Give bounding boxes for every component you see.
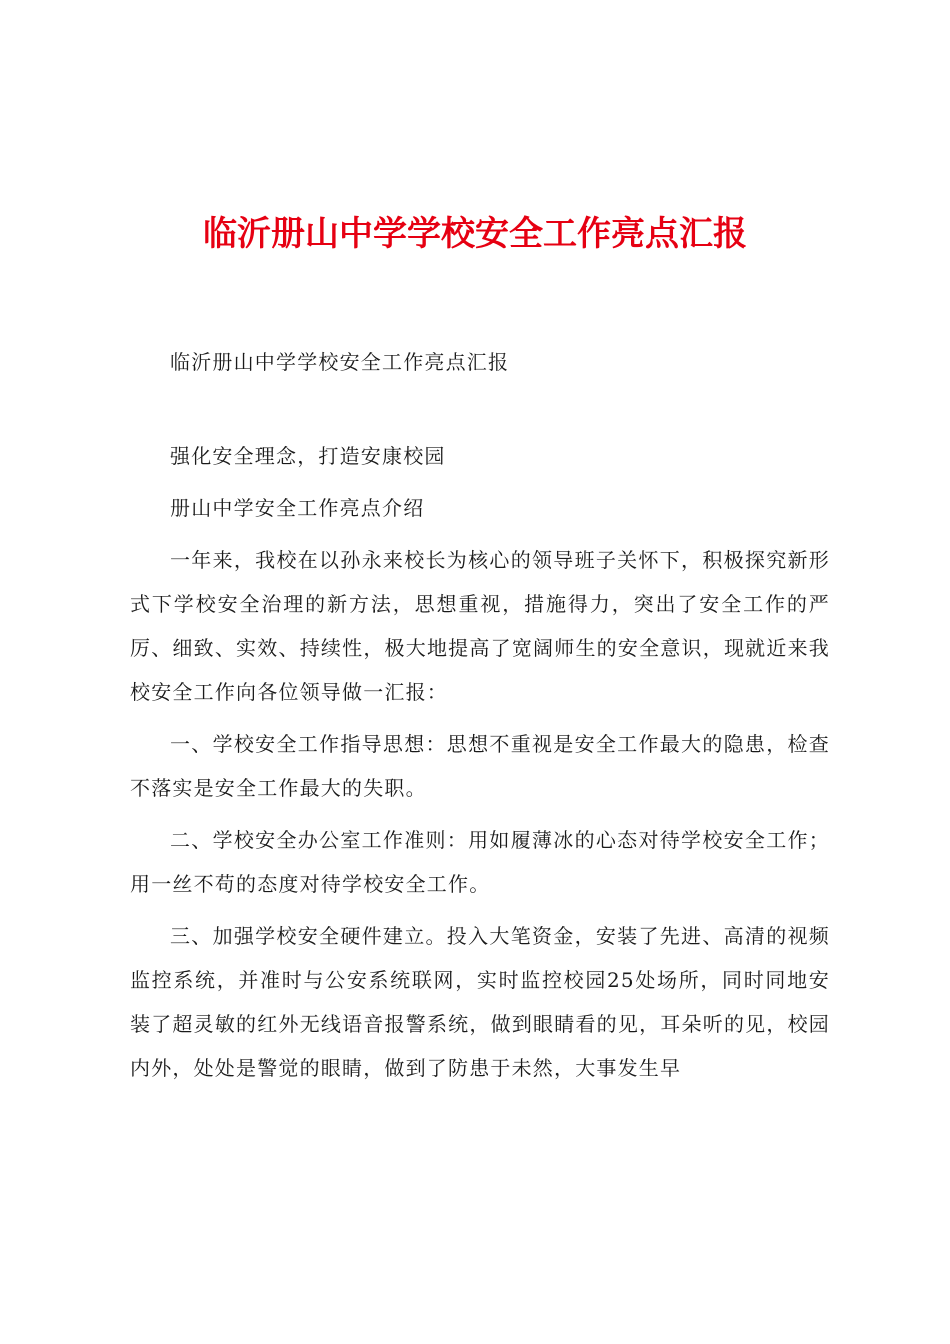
intro-heading-paragraph: 册山中学安全工作亮点介绍: [170, 496, 425, 520]
overview-paragraph: 一年来，我校在以孙永来校长为核心的领导班子关怀下，积极探究新形式下学校安全治理的新方法，思想重视，措施得力，突出了安全工作的严厉、细致、实效、持续性，极大地提高了宽阔师生的安全意识，现就近来我校安全工作向各位领导做一汇报：: [130, 548, 830, 704]
document-title: 临沂册山中学学校安全工作亮点汇报: [203, 214, 747, 254]
office-rules-paragraph: 二、学校安全办公室工作准则：用如履薄冰的心态对待学校安全工作；用一丝不苟的态度对待学校安全工作。: [130, 828, 830, 896]
hardware-paragraph: 三、加强学校安全硬件建立。投入大笔资金，安装了先进、高清的视频监控系统，并准时与公安系统联网，实时监控校园25处场所，同时同地安装了超灵敏的红外无线语音报警系统，做到眼睛看的见，耳朵听的见，校园内外，处处是警觉的眼睛，做到了防患于未然，大事发生早: [130, 924, 830, 1080]
subtitle-paragraph: 临沂册山中学学校安全工作亮点汇报: [170, 350, 510, 374]
document-body: [130, 340, 830, 1090]
theme-paragraph: 强化安全理念，打造安康校园: [170, 444, 446, 468]
guiding-principle-paragraph: 一、学校安全工作指导思想：思想不重视是安全工作最大的隐患，检查不落实是安全工作最大的失职。: [130, 732, 830, 800]
